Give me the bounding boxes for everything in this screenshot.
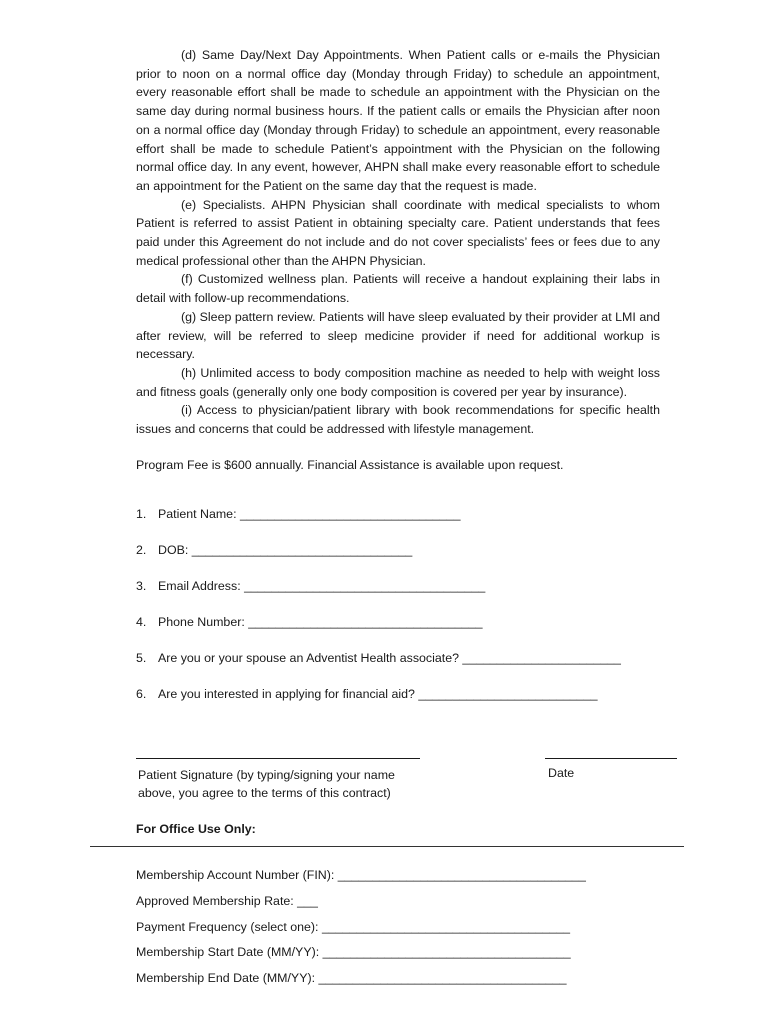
email-field[interactable] [136,579,485,593]
clause-specialists: (e) Specialists. AHPN Physician shall coordinate with medical specialists to whom Patient is referred to assist Patient in obtaining specialty care. Patient understands that fees paid under this Agreement do not include and do not cover specialists’ fees or fees due to any medical professional other than the AHPN Physician. [136,197,660,268]
office-use-heading: For Office Use Only: [136,822,256,836]
clause-library-access: (i) Access to physician/patient library with book recommendations for specific health issues and concerns that could be addressed with lifestyle management. [136,403,660,437]
membership-end-date-field[interactable]: Membership End Date (MM/YY): ____________________________________ [136,971,567,985]
list-number: 2. [136,543,147,557]
section-divider [90,846,684,847]
signature-label: Patient Signature (by typing/signing your name above, you agree to the terms of this contract) [138,768,395,800]
phone-field[interactable] [136,615,483,629]
date-line[interactable] [545,758,677,759]
field-label: DOB: ________________________________ [158,543,413,557]
service-clauses [136,46,660,439]
clause-same-day-appointments: (d) Same Day/Next Day Appointments. When Patient calls or e-mails the Physician prior to noon on a normal office day (Monday through Friday) to schedule an appointment, every reasonable effort shall be made to schedule an appointment with the Physician on the same day during normal business hours. If the patient calls or emails the Physician after noon on a normal office day (Monday through Friday) to schedule an appointment, every reasonable effort shall be made to schedule Patient’s appointment with the Physician on the following normal office day. In any event, however, AHPN shall make every reasonable effort to schedule an appointment for the Patient on the same day that the request is made. [136,48,660,193]
field-label: Are you interested in applying for financial aid? __________________________ [158,687,598,701]
clause-sleep-review: (g) Sleep pattern review. Patients will have sleep evaluated by their provider at LMI and after review, will be referred to sleep medicine provider if need for additional workup is necessary. [136,309,660,362]
signature-line[interactable] [136,758,420,759]
field-label: Are you or your spouse an Adventist Health associate? _______________________ [158,651,621,665]
list-number: 1. [136,507,147,521]
approved-membership-rate-field[interactable]: Approved Membership Rate: ___ [136,894,318,908]
date-label: Date [548,766,575,780]
membership-start-date-field[interactable]: Membership Start Date (MM/YY): ____________________________________ [136,945,571,959]
payment-frequency-field[interactable]: Payment Frequency (select one): ____________________________________ [136,920,571,934]
clause-body-composition: (h) Unlimited access to body composition machine as needed to help with weight loss and fitness goals (generally only one body composition is covered per year by insurance). [136,365,660,399]
list-number: 6. [136,687,147,701]
clause-wellness-plan: (f) Customized wellness plan. Patients will receive a handout explaining their labs in detail with follow-up recommendations. [136,272,660,306]
patient-name-field[interactable] [136,507,460,521]
field-label: Patient Name: ________________________________ [158,507,461,521]
program-fee-text: Program Fee is $600 annually. Financial Assistance is available upon request. [136,458,564,472]
financial-aid-question-field[interactable] [136,687,598,701]
field-label: Phone Number: __________________________________ [158,615,483,629]
dob-field[interactable] [136,543,412,557]
membership-account-number-field[interactable]: Membership Account Number (FIN): ____________________________________ [136,868,586,882]
associate-question-field[interactable] [136,651,621,665]
list-number: 4. [136,615,147,629]
list-number: 3. [136,579,147,593]
list-number: 5. [136,651,147,665]
field-label: Email Address: ___________________________________ [158,579,486,593]
